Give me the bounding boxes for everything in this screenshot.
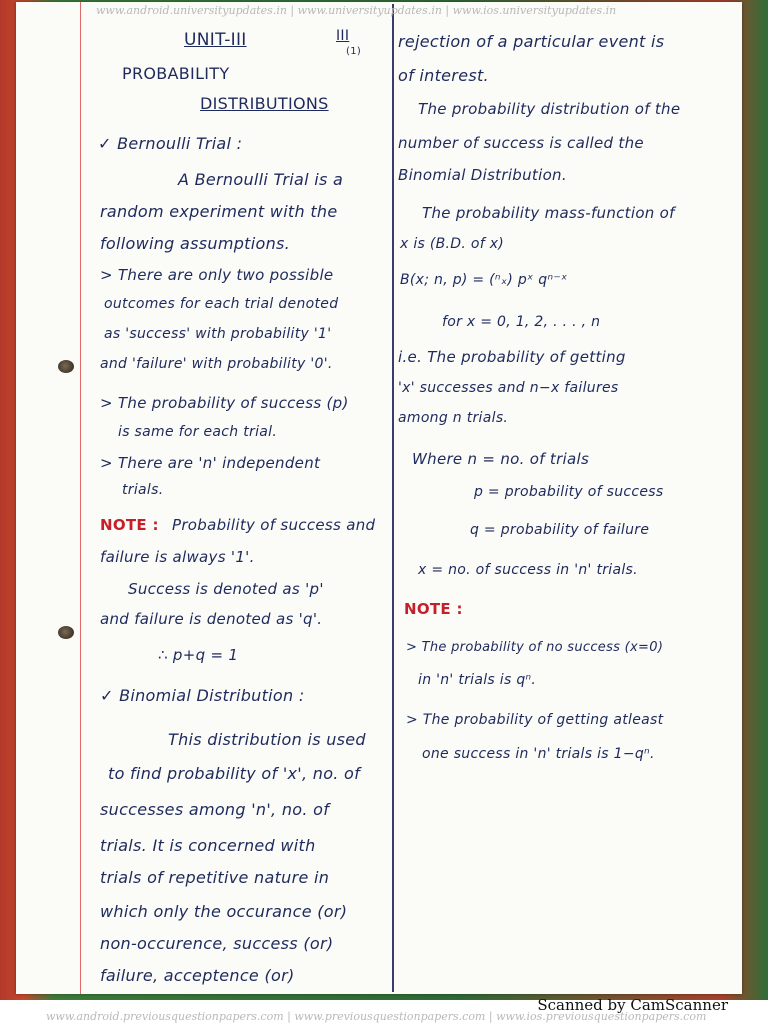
left-line-1: A Bernoulli Trial is a — [178, 170, 344, 189]
right-line-16: x = no. of success in 'n' trials. — [418, 562, 638, 578]
right-line-19: > The probability of getting atleast — [406, 712, 664, 728]
left-line-10: > There are 'n' independent — [100, 454, 321, 472]
unit-heading: UNIT-III — [184, 30, 247, 50]
left-line-18: trials. It is concerned with — [100, 836, 316, 855]
left-line-4: > There are only two possible — [100, 266, 334, 284]
right-line-20: one success in 'n' trials is 1−qⁿ. — [422, 746, 655, 762]
left-line-3: following assumptions. — [100, 234, 291, 253]
left-line-13: and failure is denoted as 'q'. — [100, 610, 323, 628]
left-column — [0, 0, 392, 1000]
left-line-20: which only the occurance (or) — [100, 902, 348, 921]
right-line-9: for x = 0, 1, 2, . . . , n — [442, 314, 601, 330]
right-line-7: x is (B.D. of x) — [400, 236, 505, 252]
right-line-17: > The probability of no success (x=0) — [406, 640, 664, 655]
right-line-4: number of success is called the — [398, 134, 644, 152]
right-line-11: 'x' successes and n−x failures — [398, 380, 619, 396]
page-number: (1) — [346, 46, 362, 57]
bernoulli-heading: ✓ Bernoulli Trial : — [98, 134, 243, 153]
right-line-13: Where n = no. of trials — [412, 450, 590, 468]
right-line-3: The probability distribution of the — [418, 100, 681, 118]
right-line-6: The probability mass-function of — [422, 204, 675, 222]
left-line-12: Success is denoted as 'p' — [128, 580, 324, 598]
left-line-6: as 'success' with probability '1' — [104, 326, 332, 342]
note-label-right: NOTE : — [404, 600, 463, 618]
page-tag: III — [336, 28, 350, 44]
left-line-14: ∴ p+q = 1 — [158, 646, 239, 664]
title-probability: PROBABILITY — [122, 64, 230, 83]
left-line-16: to find probability of 'x', no. of — [108, 764, 361, 783]
right-line-2: of interest. — [398, 66, 489, 85]
title-distributions: DISTRIBUTIONS — [200, 94, 329, 113]
right-line-5: Binomial Distribution. — [398, 166, 567, 184]
left-line-2: random experiment with the — [100, 202, 338, 221]
left-line-11: trials. — [122, 482, 164, 498]
note-line-1: Probability of success and — [172, 516, 376, 534]
camscanner-label: Scanned by CamScanner — [537, 996, 728, 1014]
right-line-12: among n trials. — [398, 410, 509, 426]
right-line-18: in 'n' trials is qⁿ. — [418, 672, 537, 688]
left-line-5: outcomes for each trial denoted — [104, 296, 339, 312]
note-line-2: failure is always '1'. — [100, 548, 255, 566]
right-line-1: rejection of a particular event is — [398, 32, 665, 51]
left-line-7: and 'failure' with probability '0'. — [100, 356, 333, 372]
right-line-15: q = probability of failure — [470, 522, 650, 538]
pmf-formula: B(x; n, p) = (ⁿₓ) pˣ qⁿ⁻ˣ — [400, 272, 568, 288]
right-line-14: p = probability of success — [474, 484, 664, 500]
watermark-top: www.android.universityupdates.in | www.universityupdates.in | www.ios.universityupdates.in — [96, 4, 617, 17]
note-label-left: NOTE : — [100, 516, 159, 534]
left-line-21: non-occurence, success (or) — [100, 934, 334, 953]
left-line-9: is same for each trial. — [118, 424, 278, 440]
left-line-17: successes among 'n', no. of — [100, 800, 330, 819]
right-column — [392, 0, 742, 1000]
watermark-bottom: www.android.previousquestionpapers.com | www.previousquestionpapers.com | www.ios.previousquestionpapers.com — [46, 1010, 707, 1023]
binomial-heading: ✓ Binomial Distribution : — [100, 686, 305, 705]
left-line-22: failure, acceptence (or) — [100, 966, 295, 985]
left-line-15: This distribution is used — [168, 730, 366, 749]
left-line-19: trials of repetitive nature in — [100, 868, 330, 887]
right-line-10: i.e. The probability of getting — [398, 348, 626, 366]
left-line-8: > The probability of success (p) — [100, 394, 349, 412]
